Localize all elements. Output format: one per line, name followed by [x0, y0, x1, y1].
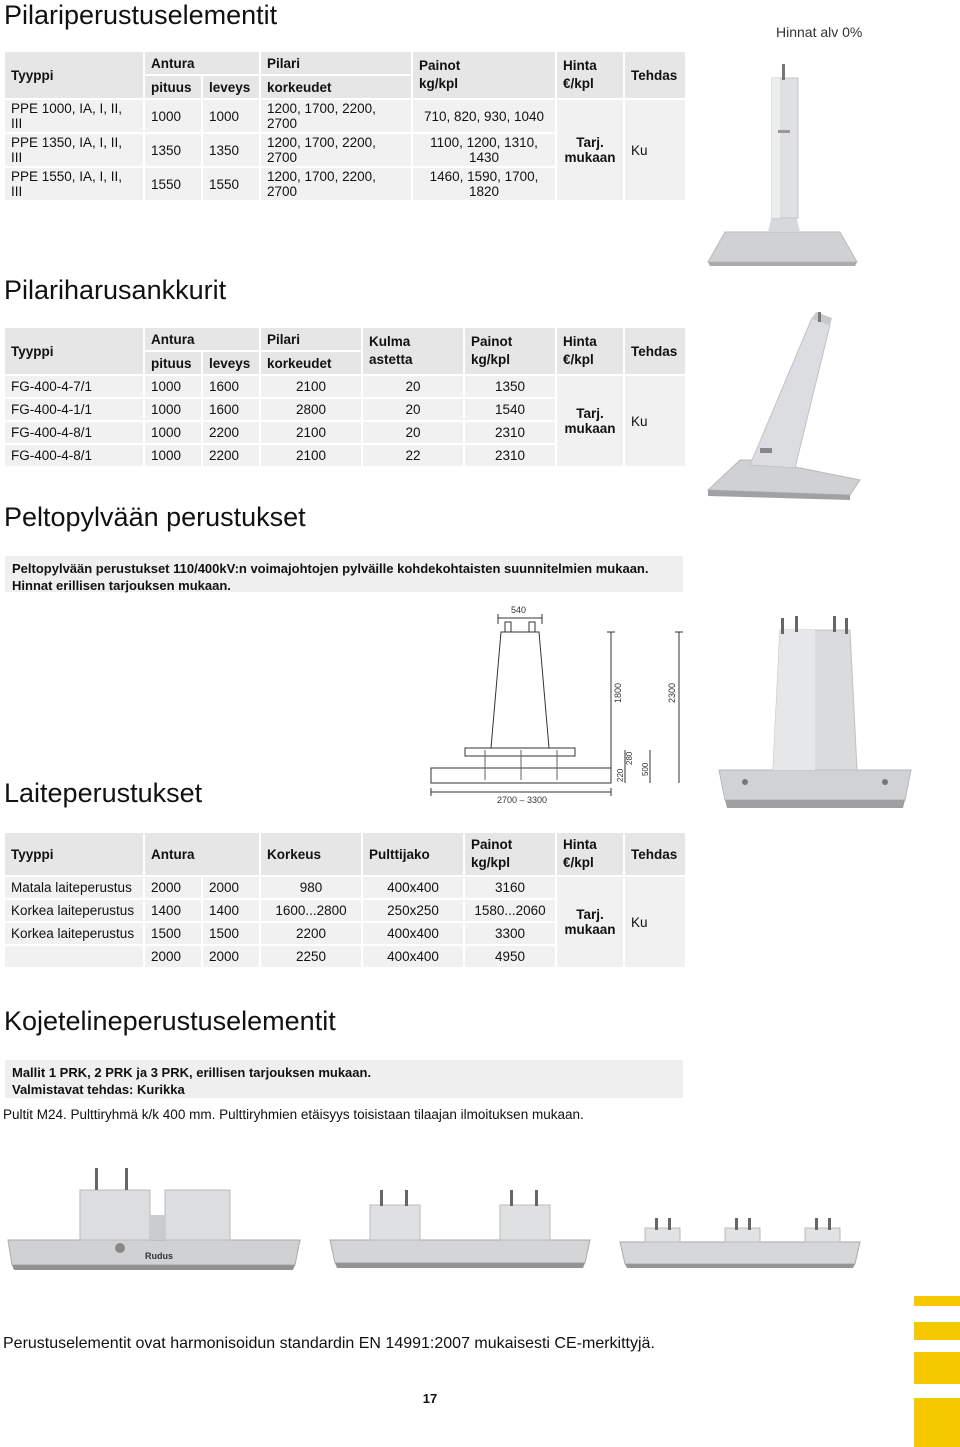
- decor-stripe-4: [914, 1398, 960, 1447]
- header-hinta: Hinta €/kpl: [557, 833, 623, 875]
- cell-leveys: 2200: [203, 445, 259, 466]
- footer-text: Perustuselementit ovat harmonisoidun standardin EN 14991:2007 mukaisesti CE-merkittyjä.: [3, 1335, 655, 1352]
- cell-leveys: 1350: [203, 134, 259, 166]
- dim-d2: 280: [625, 751, 634, 765]
- cell-leveys: 2200: [203, 422, 259, 443]
- cell-tyyppi: FG-400-4-8/1: [5, 422, 143, 443]
- cell-korkeudet: 2800: [261, 399, 361, 420]
- header-korkeudet: korkeudet: [261, 352, 361, 374]
- pillar-foundation-image: [700, 60, 865, 270]
- header-antura: Antura: [145, 328, 259, 350]
- page-number: 17: [422, 1391, 438, 1406]
- cell-tehdas: Ku: [625, 100, 685, 200]
- cell-pituus: 1550: [145, 168, 201, 200]
- header-korkeudet: korkeudet: [261, 76, 411, 98]
- header-tyyppi: Tyyppi: [5, 328, 143, 374]
- note-line-2: Hinnat erillisen tarjouksen mukaan.: [12, 578, 231, 593]
- cell-pituus: 1350: [145, 134, 201, 166]
- table-row: [5, 100, 685, 132]
- stand-2-image: [330, 1190, 590, 1268]
- cell-korkeudet: 2100: [261, 445, 361, 466]
- header-antura: Antura: [145, 52, 259, 74]
- dim-height-1: 1800: [613, 682, 623, 703]
- cell-painot: 1100, 1200, 1310, 1430: [413, 134, 555, 166]
- cell-painot: 2310: [465, 422, 555, 443]
- cell-leveys: 1600: [203, 399, 259, 420]
- header-antura: Antura: [145, 833, 259, 875]
- cell-kulma: 20: [363, 422, 463, 443]
- header-tyyppi: Tyyppi: [5, 833, 143, 875]
- table-pilariharusankkurit: [3, 326, 687, 468]
- price-note: Hinnat alv 0%: [776, 24, 863, 40]
- cell-painot: 1350: [465, 376, 555, 397]
- foundation-drawing: [425, 600, 695, 810]
- cell-antura-2: 2000: [203, 946, 259, 967]
- cell-tyyppi: PPE 1000, IA, I, II, III: [5, 100, 143, 132]
- header-tehdas: Tehdas: [625, 833, 685, 875]
- cell-pituus: 1000: [145, 100, 201, 132]
- cell-tyyppi: Korkea laiteperustus: [5, 900, 143, 921]
- cell-korkeus: 980: [261, 877, 361, 898]
- cell-tyyppi: PPE 1550, IA, I, II, III: [5, 168, 143, 200]
- header-hinta: Hinta €/kpl: [557, 52, 623, 98]
- decor-stripe-3: [914, 1352, 960, 1384]
- note-line-2: Valmistavat tehdas: Kurikka: [12, 1082, 185, 1097]
- cell-antura-1: 2000: [145, 877, 201, 898]
- cell-pituus: 1000: [145, 445, 201, 466]
- cell-antura-1: 1400: [145, 900, 201, 921]
- cell-leveys: 1600: [203, 376, 259, 397]
- cell-pituus: 1000: [145, 399, 201, 420]
- cell-tyyppi: PPE 1350, IA, I, II, III: [5, 134, 143, 166]
- cell-antura-2: 1400: [203, 900, 259, 921]
- guy-anchor-image: [700, 310, 865, 505]
- section-title-pilariperustuselementit: Pilariperustuselementit: [4, 0, 278, 30]
- cell-painot: 1540: [465, 399, 555, 420]
- header-pituus: pituus: [145, 352, 201, 374]
- cell-kulma: 20: [363, 399, 463, 420]
- header-tehdas: Tehdas: [625, 52, 685, 98]
- cell-antura-1: 2000: [145, 946, 201, 967]
- cell-pituus: 1000: [145, 376, 201, 397]
- section-title-peltopylvaan-perustukset: Peltopylvään perustukset: [4, 502, 306, 532]
- cell-pulttijako: 400x400: [363, 877, 463, 898]
- header-painot: Painot kg/kpl: [465, 328, 555, 374]
- cell-painot: 1460, 1590, 1700, 1820: [413, 168, 555, 200]
- cell-pulttijako: 400x400: [363, 923, 463, 944]
- header-pilari: Pilari: [261, 52, 411, 74]
- dim-d1: 220: [616, 768, 625, 782]
- stand-3-image: [620, 1218, 860, 1268]
- stand-1-image: [8, 1168, 300, 1270]
- cell-pulttijako: 250x250: [363, 900, 463, 921]
- cell-hinta: Tarj. mukaan: [557, 376, 623, 466]
- cell-pulttijako: 400x400: [363, 946, 463, 967]
- decor-stripe-2: [914, 1322, 960, 1340]
- table-row: [5, 376, 685, 397]
- cell-tyyppi: Korkea laiteperustus: [5, 923, 143, 944]
- cell-hinta: Tarj. mukaan: [557, 877, 623, 967]
- section-title-kojetelineperustuselementit: Kojetelineperustuselementit: [4, 1006, 336, 1036]
- cell-hinta: Tarj. mukaan: [557, 100, 623, 200]
- equipment-stand-images: [0, 1160, 960, 1275]
- cell-korkeus: 2200: [261, 923, 361, 944]
- cell-korkeudet: 2100: [261, 376, 361, 397]
- note-kojeteline: [5, 1060, 683, 1098]
- cell-tehdas: Ku: [625, 376, 685, 466]
- cell-painot: 4950: [465, 946, 555, 967]
- cell-tyyppi: Matala laiteperustus: [5, 877, 143, 898]
- cell-korkeudet: 1200, 1700, 2200, 2700: [261, 100, 411, 132]
- section-title-pilariharusankkurit: Pilariharusankkurit: [4, 275, 227, 305]
- header-tehdas: Tehdas: [625, 328, 685, 374]
- note-peltopylvaan: [5, 556, 683, 592]
- decor-stripe-1: [914, 1296, 960, 1306]
- note-line-1: Peltopylvään perustukset 110/400kV:n voimajohtojen pylväille kohdekohtaisten suunnitelmien mukaan.: [12, 561, 649, 576]
- cell-painot: 710, 820, 930, 1040: [413, 100, 555, 132]
- dim-base-width: 2700 – 3300: [497, 795, 548, 805]
- header-tyyppi: Tyyppi: [5, 52, 143, 98]
- header-korkeus: Korkeus: [261, 833, 361, 875]
- note-line-1: Mallit 1 PRK, 2 PRK ja 3 PRK, erillisen tarjouksen mukaan.: [12, 1065, 372, 1080]
- cell-korkeudet: 1200, 1700, 2200, 2700: [261, 134, 411, 166]
- dim-height-2: 2300: [667, 682, 677, 703]
- cell-painot: 3160: [465, 877, 555, 898]
- cell-tyyppi: FG-400-4-1/1: [5, 399, 143, 420]
- dim-d3: 500: [641, 762, 650, 776]
- cell-antura-2: 1500: [203, 923, 259, 944]
- cell-painot: 2310: [465, 445, 555, 466]
- header-painot: Painot kg/kpl: [465, 833, 555, 875]
- stand-label: Rudus: [145, 1251, 173, 1261]
- cell-korkeus: 2250: [261, 946, 361, 967]
- cell-korkeudet: 1200, 1700, 2200, 2700: [261, 168, 411, 200]
- header-hinta: Hinta €/kpl: [557, 328, 623, 374]
- cell-korkeudet: 2100: [261, 422, 361, 443]
- table-pilariperustuselementit: [3, 50, 687, 202]
- cell-tyyppi: [5, 946, 143, 967]
- tower-foundation-image: [715, 610, 915, 820]
- cell-korkeus: 1600...2800: [261, 900, 361, 921]
- header-pituus: pituus: [145, 76, 201, 98]
- cell-leveys: 1550: [203, 168, 259, 200]
- table-laiteperustukset: [3, 831, 687, 969]
- cell-painot: 1580...2060: [465, 900, 555, 921]
- header-pulttijako: Pulttijako: [363, 833, 463, 875]
- cell-pituus: 1000: [145, 422, 201, 443]
- table-row: [5, 877, 685, 898]
- cell-kulma: 20: [363, 376, 463, 397]
- cell-tyyppi: FG-400-4-7/1: [5, 376, 143, 397]
- header-painot: Painot kg/kpl: [413, 52, 555, 98]
- cell-painot: 3300: [465, 923, 555, 944]
- cell-kulma: 22: [363, 445, 463, 466]
- header-leveys: leveys: [203, 352, 259, 374]
- cell-antura-2: 2000: [203, 877, 259, 898]
- cell-antura-1: 1500: [145, 923, 201, 944]
- cell-tyyppi: FG-400-4-8/1: [5, 445, 143, 466]
- header-pilari: Pilari: [261, 328, 361, 350]
- section-title-laiteperustukset: Laiteperustukset: [4, 778, 203, 808]
- header-kulma: Kulma astetta: [363, 328, 463, 374]
- header-leveys: leveys: [203, 76, 259, 98]
- cell-leveys: 1000: [203, 100, 259, 132]
- cell-tehdas: Ku: [625, 877, 685, 967]
- bolt-info: Pultit M24. Pulttiryhmä k/k 400 mm. Pulttiryhmien etäisyys toisistaan tilaajan ilmoituksen mukaan.: [3, 1107, 584, 1122]
- dim-top-width: 540: [511, 605, 527, 615]
